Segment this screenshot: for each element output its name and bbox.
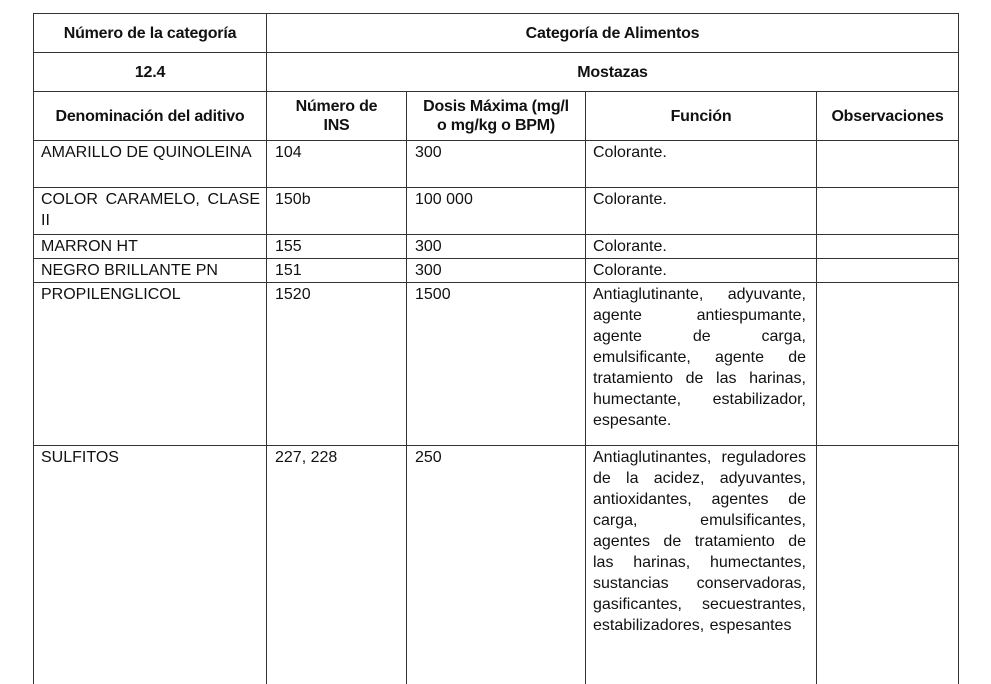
function-cell: [586, 446, 817, 684]
additive-name: COLOR CARAMELO, CLASE II: [41, 191, 260, 229]
ins-cell: [267, 446, 407, 684]
column-header-max-dose: [407, 92, 586, 141]
function-cell: [586, 259, 817, 283]
max-dose: 1500: [415, 286, 451, 303]
ins-number: 150b: [275, 191, 311, 208]
observations-text: [817, 283, 958, 284]
observations-cell: [817, 141, 959, 188]
max-dose: 300: [415, 238, 442, 255]
additive-name-cell: [34, 283, 267, 446]
ins-cell: [267, 235, 407, 259]
max-dose: 300: [415, 144, 442, 161]
ins-cell: [267, 188, 407, 235]
function-cell: [586, 188, 817, 235]
table-row: [34, 141, 959, 188]
function-cell: [586, 283, 817, 446]
observations-text: [817, 259, 958, 260]
function-cell: [586, 235, 817, 259]
max-dose: 250: [415, 449, 442, 466]
additive-name: SULFITOS: [41, 449, 119, 466]
ins-number: 151: [275, 262, 302, 279]
function-cell: [586, 141, 817, 188]
table-row: [34, 188, 959, 235]
column-header-additive-name: Denominación del aditivo: [34, 92, 267, 141]
observations-text: [817, 235, 958, 236]
ins-number: 155: [275, 238, 302, 255]
column-header-max-dose-text: Dosis Máxima (mg/l o mg/kg o BPM): [423, 98, 569, 134]
ins-number: 227, 228: [275, 449, 338, 466]
additives-table: [33, 13, 959, 684]
ins-cell: [267, 283, 407, 446]
column-header-ins-number-text: Número de INS: [295, 98, 378, 134]
ins-number: 104: [275, 144, 302, 161]
max-dose: 100 000: [415, 191, 473, 208]
additive-name-cell: [34, 188, 267, 235]
table-row: [34, 259, 959, 283]
category-value-row: [34, 53, 959, 92]
category-number-label: Número de la categoría: [34, 14, 267, 53]
category-name: Mostazas: [267, 53, 959, 92]
function-text: Colorante.: [593, 238, 667, 255]
category-header-row: [34, 14, 959, 53]
additive-name: NEGRO BRILLANTE PN: [41, 262, 218, 279]
column-header-observations: Observaciones: [817, 92, 959, 141]
additive-name-cell: [34, 235, 267, 259]
function-text: Antiaglutinante, adyuvante, agente antiespumante, agente de carga, emulsificante, agente de tratamiento de las harinas, humectante, estabilizador, espesante.: [593, 286, 806, 429]
column-header-row: [34, 92, 959, 141]
function-text: Colorante.: [593, 262, 667, 279]
ins-cell: [267, 141, 407, 188]
dose-cell: [407, 141, 586, 188]
observations-cell: [817, 283, 959, 446]
ins-cell: [267, 259, 407, 283]
dose-cell: [407, 235, 586, 259]
function-text: Antiaglutinantes, reguladores de la acidez, adyuvantes, antioxidantes, agentes de carga, emulsificantes, agentes de tratamiento de las harinas, humectantes, sustancias conservadoras, gasificantes, secuestrantes, estabilizadores, espesantes: [593, 449, 806, 634]
dose-cell: [407, 188, 586, 235]
column-header-ins-number: [267, 92, 407, 141]
additive-name: MARRON HT: [41, 238, 138, 255]
additive-name-cell: [34, 446, 267, 684]
observations-cell: [817, 259, 959, 283]
observations-cell: [817, 235, 959, 259]
dose-cell: [407, 259, 586, 283]
additive-name-cell: [34, 259, 267, 283]
max-dose: 300: [415, 262, 442, 279]
observations-text: [817, 188, 958, 189]
observations-text: [817, 446, 958, 447]
additive-name: PROPILENGLICOL: [41, 286, 181, 303]
function-text: Colorante.: [593, 144, 667, 161]
observations-text: [817, 141, 958, 142]
ins-number: 1520: [275, 286, 311, 303]
table-row: [34, 446, 959, 684]
additive-name-cell: [34, 141, 267, 188]
dose-cell: [407, 283, 586, 446]
function-text: Colorante.: [593, 191, 667, 208]
dose-cell: [407, 446, 586, 684]
column-header-function: Función: [586, 92, 817, 141]
observations-cell: [817, 446, 959, 684]
table-row: [34, 235, 959, 259]
table-row: [34, 283, 959, 446]
observations-cell: [817, 188, 959, 235]
category-number: 12.4: [34, 53, 267, 92]
additive-name: AMARILLO DE QUINOLEINA: [41, 144, 252, 161]
food-category-label: Categoría de Alimentos: [267, 14, 959, 53]
